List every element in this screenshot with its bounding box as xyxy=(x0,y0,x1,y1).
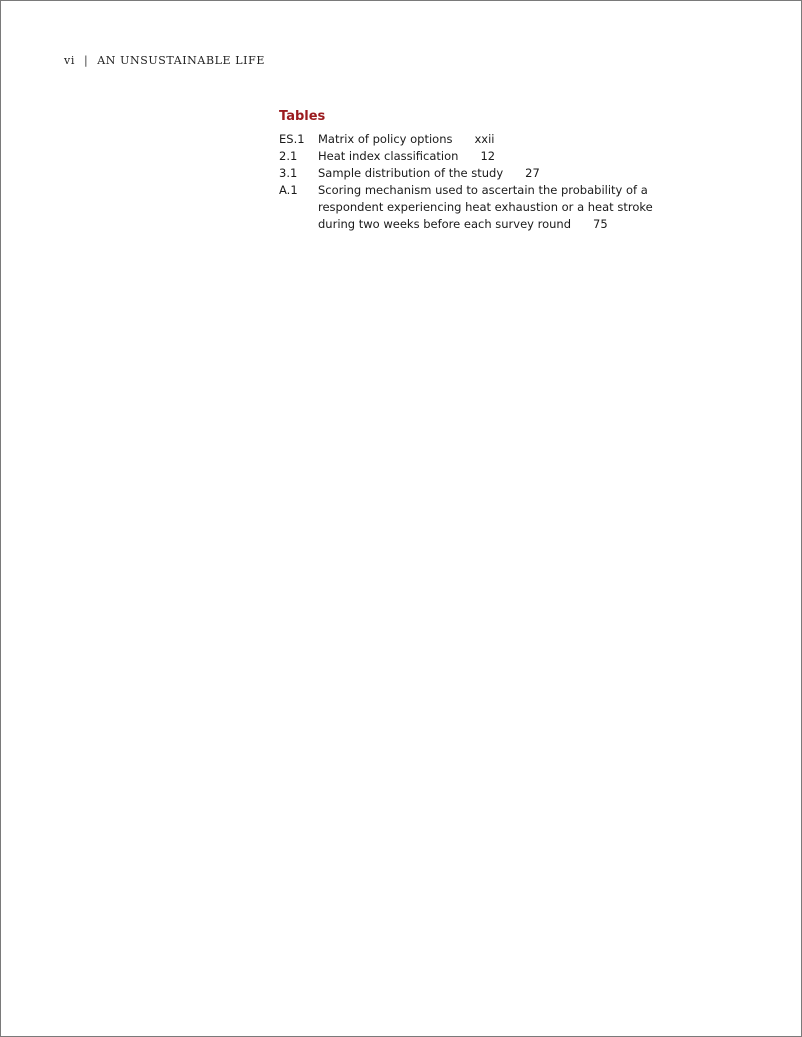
folio-page-number: vi xyxy=(64,54,75,67)
table-entry-page: 27 xyxy=(525,166,540,180)
running-head-separator: | xyxy=(83,54,89,67)
table-entry-page: 12 xyxy=(480,149,496,163)
table-entry-text xyxy=(318,165,693,182)
section-title: Tables xyxy=(279,109,326,124)
running-head-book-title: AN UNSUSTAINABLE LIFE xyxy=(97,54,265,67)
tables-list-section xyxy=(279,109,739,233)
table-entry-text xyxy=(318,131,693,148)
table-entry xyxy=(279,148,739,165)
table-entry-title: Matrix of policy options xyxy=(318,132,453,146)
table-entry-text xyxy=(318,148,693,165)
table-entry-title: Sample distribution of the study xyxy=(318,166,504,180)
table-entry-title: Scoring mechanism used to ascertain the probability of a respondent experiencing heat exhaustion or a heat stroke during two weeks before each survey round xyxy=(318,183,653,231)
table-entry-text xyxy=(318,182,693,233)
running-head xyxy=(64,54,265,67)
table-entry-number: 3.1 xyxy=(279,166,298,180)
table-entry xyxy=(279,131,739,148)
table-entry xyxy=(279,165,739,182)
table-entry-number: A.1 xyxy=(279,183,298,197)
table-entry-page: 75 xyxy=(593,217,608,231)
table-entry-title: Heat index classification xyxy=(318,149,459,163)
table-entry-number: 2.1 xyxy=(279,149,298,163)
table-entry xyxy=(279,182,739,233)
table-entry-page: xxii xyxy=(474,132,495,146)
table-entry-number: ES.1 xyxy=(279,132,305,146)
